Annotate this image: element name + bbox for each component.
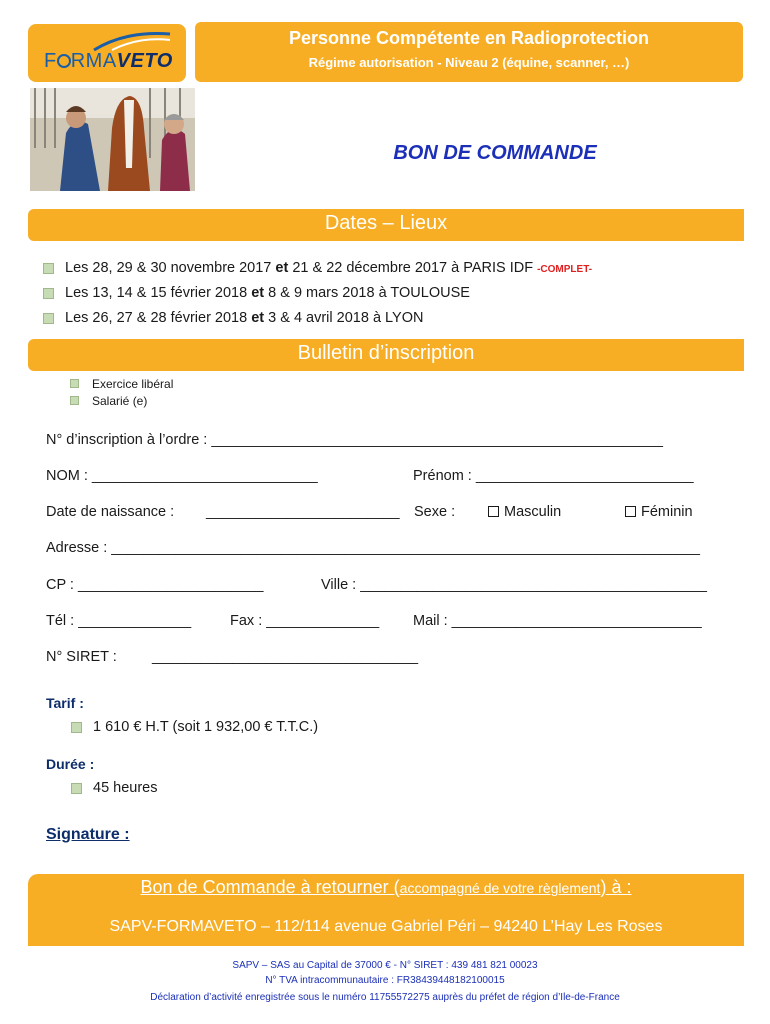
dates-section-heading: Dates – Lieux [324,212,448,234]
session-item [65,285,470,301]
session-checkbox[interactable] [43,288,54,299]
feminin-option[interactable] [625,504,693,520]
tarif-checkbox[interactable] [71,722,82,733]
logo-rma: RMA [70,50,117,72]
birthdate-field[interactable]: ________________________ [206,504,400,520]
siret-field[interactable]: _________________________________ [152,649,419,665]
session-item [65,260,592,276]
cp-field[interactable]: CP : _______________________ [46,577,264,593]
session-place: 8 & 9 mars 2018 à TOULOUSE [264,285,470,301]
prenom-field[interactable]: Prénom : ___________________________ [413,468,694,484]
session-dates: Les 28, 29 & 30 novembre 2017 [65,260,276,276]
return-small: accompagné de votre règlement [399,880,601,896]
tarif-label: Tarif : [46,695,84,711]
mail-field[interactable]: Mail : _______________________________ [413,613,702,629]
logo-fo: F [44,50,57,72]
status-salarie-label: Salarié (e) [92,394,148,408]
header-title: Personne Compétente en Radioprotection [288,28,650,48]
legal-tva: N° TVA intracommunautaire : FR38439448182100015 [265,975,505,986]
masculin-option[interactable] [488,504,561,520]
nom-field[interactable]: NOM : ____________________________ [46,468,318,484]
return-end: ) à : [600,877,632,897]
order-form-title: BON DE COMMANDE [393,142,597,164]
return-instruction [28,877,744,898]
status-checkbox-liberal[interactable] [70,379,79,388]
status-liberal-label: Exercice libéral [92,377,174,391]
horse-photo [30,88,195,191]
legal-capital: SAPV – SAS au Capital de 37000 € - N° SIRET : 439 481 821 00023 [232,960,538,971]
feminin-label: Féminin [641,504,693,520]
duree-label: Durée : [46,756,95,772]
duree-checkbox[interactable] [71,783,82,794]
ville-field[interactable]: Ville : ___________________________________________ [321,577,707,593]
session-checkbox[interactable] [43,313,54,324]
tarif-value: 1 610 € H.T (soit 1 932,00 € T.T.C.) [93,719,319,735]
session-dates: Les 26, 27 & 28 février 2018 [65,310,252,326]
formaveto-logo [44,50,173,73]
adresse-field[interactable]: Adresse : _________________________________________________________________________ [46,540,700,556]
sexe-label: Sexe : [414,504,456,520]
status-checkbox-salarie[interactable] [70,396,79,405]
inscription-field[interactable]: N° d’inscription à l’ordre : ________________________________________________________ [46,432,663,448]
checkbox-icon[interactable] [625,506,636,517]
session-place: 3 & 4 avril 2018 à LYON [264,310,424,326]
signature-label: Signature : [46,826,130,843]
logo-veto: VETO [116,50,173,72]
birthdate-label: Date de naissance : [46,504,175,520]
session-et: et [251,285,265,301]
duree-value: 45 heures [93,780,158,796]
session-item [65,310,423,326]
fax-field[interactable]: Fax : ______________ [230,613,380,629]
return-main: Bon de Commande à retourner ( [140,877,400,897]
logo-swoosh-icon [92,30,172,52]
session-et: et [275,260,289,276]
checkbox-icon[interactable] [488,506,499,517]
session-place: 21 & 22 décembre 2017 à PARIS IDF [288,260,538,276]
masculin-label: Masculin [504,504,562,520]
header-subtitle: Régime autorisation - Niveau 2 (équine, scanner, …) [308,55,630,70]
complet-tag: -COMPLET- [537,264,593,275]
legal-declaration: Déclaration d’activité enregistrée sous le numéro 11755572275 auprès du préfet de région d’Ile-de-France [150,992,620,1003]
logo-o-icon [57,54,71,68]
siret-label: N° SIRET : [46,649,117,665]
return-address: SAPV-FORMAVETO – 112/114 avenue Gabriel Péri – 94240 L’Hay Les Roses [109,918,663,935]
bulletin-section-heading: Bulletin d’inscription [297,342,475,364]
session-et: et [251,310,265,326]
session-checkbox[interactable] [43,263,54,274]
session-dates: Les 13, 14 & 15 février 2018 [65,285,252,301]
tel-field[interactable]: Tél : ______________ [46,613,192,629]
